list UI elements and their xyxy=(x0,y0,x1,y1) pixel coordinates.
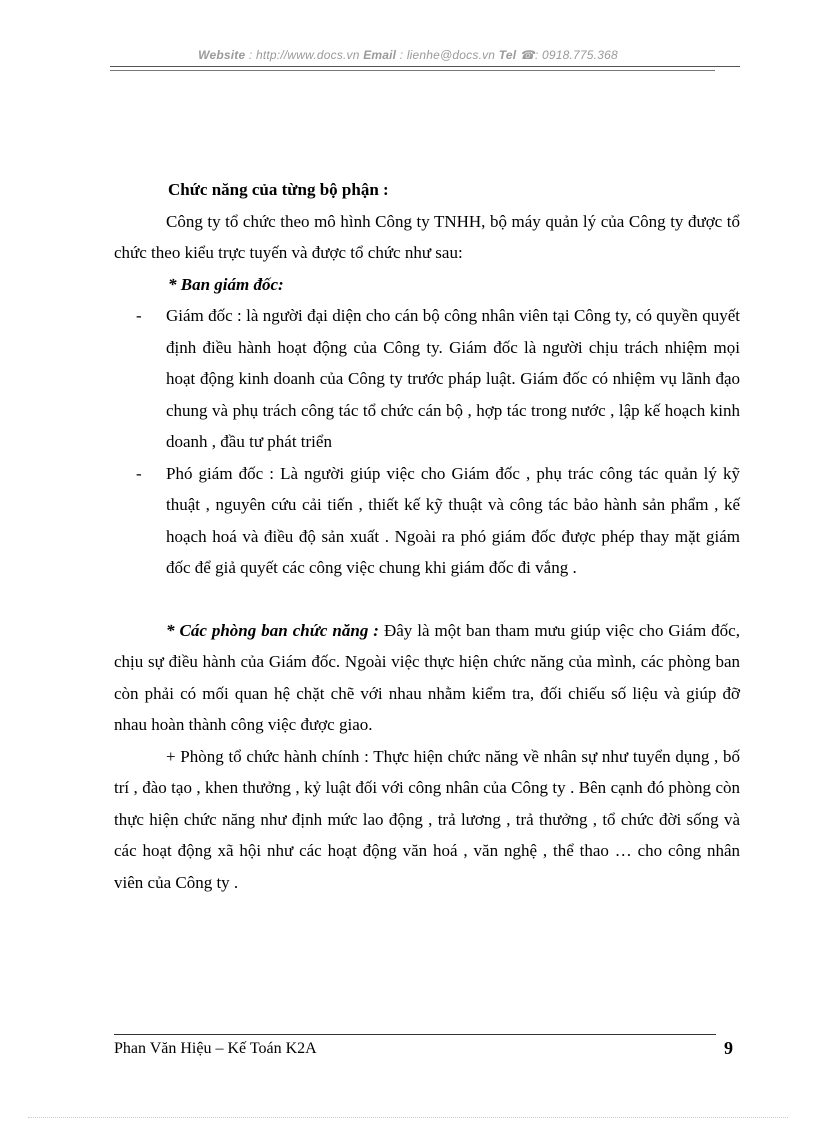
website-value[interactable]: : http://www.docs.vn xyxy=(248,48,360,62)
website-label: Website xyxy=(198,48,246,62)
bullet-marker: - xyxy=(136,306,142,325)
header-rule-top xyxy=(110,66,740,67)
document-body xyxy=(114,174,740,898)
section-heading: Chức năng của từng bộ phận : xyxy=(168,180,389,199)
page-number: 9 xyxy=(724,1038,733,1058)
footer-author: Phan Văn Hiệu – Kế Toán K2A xyxy=(114,1040,317,1057)
intro-paragraph: Công ty tổ chức theo mô hình Công ty TNHH, bộ máy quản lý của Công ty được tổ chức theo kiểu trực tuyến và được tổ chức như sau: xyxy=(114,211,740,262)
bullet-item-director xyxy=(114,300,740,458)
bullet-marker: - xyxy=(136,463,142,483)
paragraph-gap xyxy=(114,584,740,615)
departments-heading: * Các phòng ban chức năng : xyxy=(166,620,379,640)
footer-rule xyxy=(114,1034,716,1035)
phone-icon: ☎ xyxy=(519,48,535,62)
tel-value: : 0918.775.368 xyxy=(534,48,618,62)
departments-paragraph xyxy=(114,615,740,741)
bullet-text: Giám đốc : là người đại diện cho cán bộ công nhân viên tại Công ty, có quyền quyết định điều hành hoạt động của Công ty. Giám đốc là người chịu trách nhiệm mọi hoạt động kinh doanh của Công ty trước pháp luật. Giám đốc có nhiệm vụ lãnh đạo chung và phụ trách công tác tổ chức cán bộ , hợp tác trong nước , lập kế hoạch kinh doanh , đầu tư phát triển xyxy=(166,306,740,451)
header-rule-bottom xyxy=(110,70,715,71)
bullet-text: Phó giám đốc : Là người giúp việc cho Giám đốc , phụ trác công tác quản lý kỹ thuật , nguyên cứu cải tiến , thiết kế kỹ thuật và công tác bảo hành sản phẩm , kế hoạch hoá và điều độ sản xuất . Ngoài ra phó giám đốc được phép thay mặt giám đốc để giả quyết các công việc chung khi giám đốc đi vắng . xyxy=(166,463,740,577)
email-value[interactable]: : lienhe@docs.vn xyxy=(399,48,496,62)
page-bottom-border xyxy=(28,1117,788,1118)
email-label: Email xyxy=(363,48,397,62)
admin-paragraph: + Phòng tổ chức hành chính : Thực hiện chức năng về nhân sự như tuyển dụng , bố trí , đào tạo , khen thưởng , kỷ luật đối với công nhân của Công ty . Bên cạnh đó phòng còn thực hiện chức năng như định mức lao động , trả lương , trả thưởng , tổ chức đời sống và các hoạt động xã hội như các hoạt động văn hoá , văn nghệ , thể thao … cho công nhân viên của Công ty . xyxy=(114,746,740,892)
tel-label: Tel xyxy=(498,48,517,62)
page-header xyxy=(0,48,816,62)
board-heading: * Ban giám đốc: xyxy=(168,274,284,294)
departments-text: Đây là một ban tham mưu giúp việc cho Giám đốc, chịu sự điều hành của Giám đốc. Ngoài việc thực hiện chức năng của mình, các phòng ban còn phải có mối quan hệ chặt chẽ với nhau nhằm kiểm tra, đối chiếu số liệu và giúp đỡ nhau hoàn thành công việc được giao. xyxy=(114,620,740,734)
bullet-item-deputy-director xyxy=(114,458,740,584)
